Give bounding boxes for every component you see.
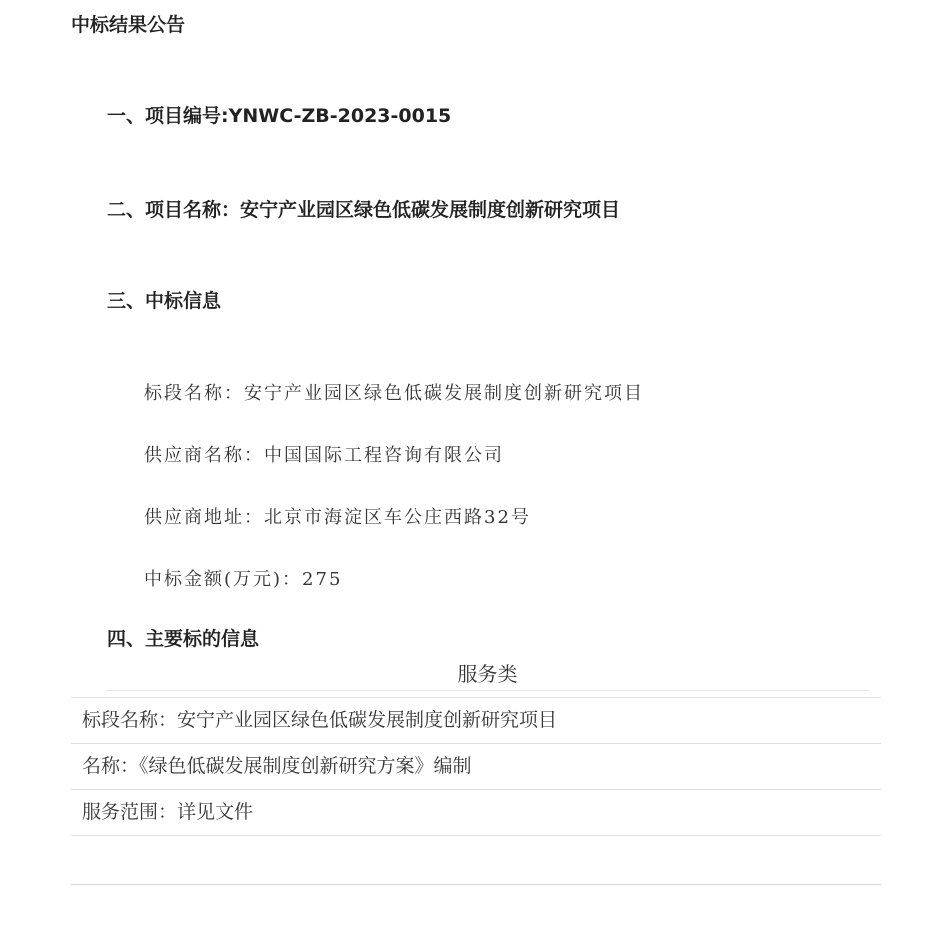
project-number-heading: 一、项目编号:YNWC-ZB-2023-0015 bbox=[107, 105, 452, 127]
lot-name-line: 标段名称：安宁产业园区绿色低碳发展制度创新研究项目 bbox=[144, 383, 644, 404]
table-row-lot-name: 标段名称：安宁产业园区绿色低碳发展制度创新研究项目 bbox=[71, 698, 881, 744]
subject-info-table bbox=[71, 659, 881, 836]
bid-amount-line: 中标金额(万元)：275 bbox=[144, 569, 343, 590]
table-divider bbox=[71, 691, 881, 698]
supplier-address-line: 供应商地址：北京市海淀区车公庄西路32号 bbox=[144, 507, 531, 528]
main-subject-heading: 四、主要标的信息 bbox=[107, 628, 260, 650]
bottom-divider bbox=[71, 884, 881, 885]
page-title: 中标结果公告 bbox=[71, 14, 186, 36]
winning-info-heading: 三、中标信息 bbox=[107, 290, 222, 312]
table-caption: 服务类 bbox=[106, 659, 869, 691]
table-row-service-scope: 服务范围：详见文件 bbox=[71, 790, 881, 836]
supplier-name-line: 供应商名称：中国国际工程咨询有限公司 bbox=[144, 445, 504, 466]
table-row-item-name: 名称：《绿色低碳发展制度创新研究方案》编制 bbox=[71, 744, 881, 790]
project-name-heading: 二、项目名称：安宁产业园区绿色低碳发展制度创新研究项目 bbox=[107, 199, 621, 221]
